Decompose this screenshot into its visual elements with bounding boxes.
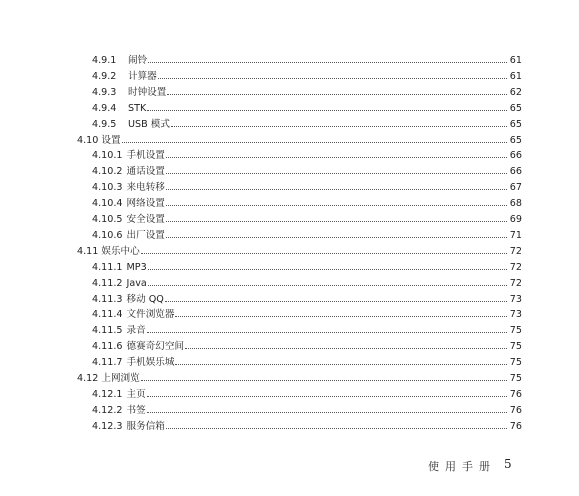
toc-dot-leader <box>147 332 507 333</box>
toc-entry-number: 4.11 <box>77 245 99 257</box>
toc-entry-title: Java <box>126 277 147 289</box>
toc-entry-title: 出厂设置 <box>126 229 165 241</box>
toc-entry-page: 65 <box>509 102 522 114</box>
toc-entry-page: 65 <box>509 134 522 146</box>
toc-entry-page: 67 <box>509 182 522 194</box>
toc-dot-leader <box>122 142 507 143</box>
toc-entry-page: 75 <box>509 341 522 353</box>
toc-entry[interactable] <box>92 401 522 417</box>
toc-entry-title: 手机娱乐城 <box>126 357 175 369</box>
toc-entry-title: 网络设置 <box>126 198 165 210</box>
toc-entry-page: 75 <box>509 373 522 384</box>
toc-entry-number: 4.12.1 <box>92 388 123 400</box>
toc-entry[interactable] <box>92 321 522 337</box>
toc-entry[interactable] <box>92 162 522 178</box>
toc-dot-leader <box>166 173 507 174</box>
toc-dot-leader <box>166 205 507 206</box>
toc-entry-page: 68 <box>509 198 522 210</box>
toc-entry-number: 4.11.7 <box>92 357 123 369</box>
toc-dot-leader <box>166 157 507 158</box>
toc-dot-leader <box>148 269 507 270</box>
toc-entry[interactable] <box>92 115 522 131</box>
toc-entry[interactable] <box>92 83 522 99</box>
toc-entry-number: 4.11.1 <box>92 261 123 273</box>
toc-entry-number: 4.11.4 <box>92 309 123 321</box>
toc-entry[interactable] <box>77 131 522 147</box>
toc-entry-title: 来电转移 <box>126 182 165 194</box>
toc-entry-page: 62 <box>509 86 522 98</box>
toc-entry-page: 72 <box>509 245 522 257</box>
toc-dot-leader <box>175 316 506 317</box>
toc-dot-leader <box>147 412 507 413</box>
toc-entry-page: 73 <box>509 309 522 321</box>
toc-entry-number: 4.9.5 <box>92 118 117 130</box>
toc-entry-page: 73 <box>509 293 522 305</box>
toc-entry[interactable] <box>77 242 522 258</box>
toc-entry-page: 69 <box>509 214 522 225</box>
toc-entry-number: 4.10.6 <box>92 229 123 241</box>
toc-dot-leader <box>166 189 507 190</box>
toc-entry-title: 闹铃 <box>128 55 148 66</box>
toc-entry-number: 4.10.4 <box>92 198 123 210</box>
toc-entry-number: 4.11.2 <box>92 277 123 289</box>
toc-entry[interactable] <box>92 290 522 306</box>
toc-dot-leader <box>175 364 506 365</box>
toc-entry[interactable] <box>92 353 522 369</box>
toc-dot-leader <box>141 380 507 381</box>
toc-entry-title: STK <box>128 102 147 114</box>
toc-entry-page: 72 <box>509 277 522 289</box>
toc-entry-page: 65 <box>509 118 522 130</box>
toc-entry-title: USB 模式 <box>128 118 170 130</box>
toc-entry-number: 4.12.3 <box>92 420 123 432</box>
toc-dot-leader <box>147 110 507 111</box>
toc-entry[interactable] <box>92 226 522 242</box>
toc-entry[interactable] <box>92 194 522 210</box>
toc-dot-leader <box>166 221 507 222</box>
toc-entry-number: 4.10.1 <box>92 150 123 162</box>
toc-entry-number: 4.9.4 <box>92 102 117 114</box>
toc-entry-page: 72 <box>509 261 522 273</box>
toc-entry-number: 4.10 <box>77 134 99 146</box>
toc-entry-page: 75 <box>509 325 522 337</box>
toc-entry-number: 4.9.1 <box>92 55 117 66</box>
toc-entry-number: 4.9.3 <box>92 86 117 98</box>
toc-entry-title: 录音 <box>126 325 146 337</box>
toc-entry-number: 4.10.5 <box>92 214 123 225</box>
toc-dot-leader <box>148 62 507 63</box>
toc-entry[interactable] <box>92 210 522 226</box>
toc-entry-number: 4.11.6 <box>92 341 123 353</box>
toc-entry-page: 66 <box>509 166 522 178</box>
toc-entry-title: 通话设置 <box>126 166 165 178</box>
toc-entry[interactable] <box>92 274 522 290</box>
toc-dot-leader <box>165 301 507 302</box>
toc-entry[interactable] <box>92 178 522 194</box>
toc-entry-title: 时钟设置 <box>128 86 167 98</box>
toc-dot-leader <box>171 126 507 127</box>
footer-manual-label: 使用手册 <box>428 460 496 473</box>
toc-entry[interactable] <box>92 417 522 433</box>
toc-dot-leader <box>166 237 507 238</box>
toc-dot-leader <box>166 428 507 429</box>
toc-entry[interactable] <box>92 67 522 83</box>
toc-entry-page: 61 <box>509 70 522 82</box>
toc-entry[interactable] <box>92 146 522 162</box>
toc-dot-leader <box>141 253 507 254</box>
toc-entry[interactable] <box>92 385 522 401</box>
toc-entry-title: 计算器 <box>128 70 157 82</box>
toc-entry[interactable] <box>77 369 522 385</box>
toc-entry-title: 主页 <box>126 388 146 400</box>
toc-entry-title: 文件浏览器 <box>126 309 175 321</box>
toc-entry[interactable] <box>92 305 522 321</box>
toc-dot-leader <box>147 396 507 397</box>
toc-entry-page: 66 <box>509 150 522 162</box>
toc-entry-title: 设置 <box>101 134 121 146</box>
toc-entry[interactable] <box>92 258 522 274</box>
toc-entry-number: 4.10.3 <box>92 182 123 194</box>
toc-dot-leader <box>148 285 507 286</box>
toc-entry-number: 4.12 <box>77 373 99 384</box>
toc-entry-number: 4.12.2 <box>92 404 123 416</box>
toc-entry-page: 61 <box>509 55 522 66</box>
toc-entry-page: 76 <box>509 388 522 400</box>
toc-entry-page: 76 <box>509 404 522 416</box>
toc-entry-title: 上网浏览 <box>101 373 140 384</box>
toc-entry-number: 4.9.2 <box>92 70 117 82</box>
toc-entry-title: 德赛奇幻空间 <box>126 341 185 353</box>
toc-entry-title: 手机设置 <box>126 150 165 162</box>
toc-entry-title: 移动 QQ <box>126 293 164 305</box>
toc-entry-number: 4.10.2 <box>92 166 123 178</box>
toc-entry[interactable] <box>92 99 522 115</box>
toc-entry-page: 75 <box>509 357 522 369</box>
footer-page-number: 5 <box>504 457 512 471</box>
toc-entry-title: 服务信箱 <box>126 420 165 432</box>
toc-entry-page: 71 <box>509 229 522 241</box>
toc-entry[interactable] <box>92 51 522 67</box>
toc-dot-leader <box>185 348 507 349</box>
toc-entry-number: 4.11.3 <box>92 293 123 305</box>
toc-entry-title: 书签 <box>126 404 146 416</box>
toc-entry-title: 安全设置 <box>126 214 165 225</box>
toc-entry-title: 娱乐中心 <box>101 245 140 257</box>
toc-dot-leader <box>158 78 507 79</box>
toc-entry-page: 76 <box>509 420 522 432</box>
toc-entry-number: 4.11.5 <box>92 325 123 337</box>
toc-dot-leader <box>167 94 506 95</box>
toc-entry-title: MP3 <box>126 261 147 273</box>
toc-entry[interactable] <box>92 337 522 353</box>
